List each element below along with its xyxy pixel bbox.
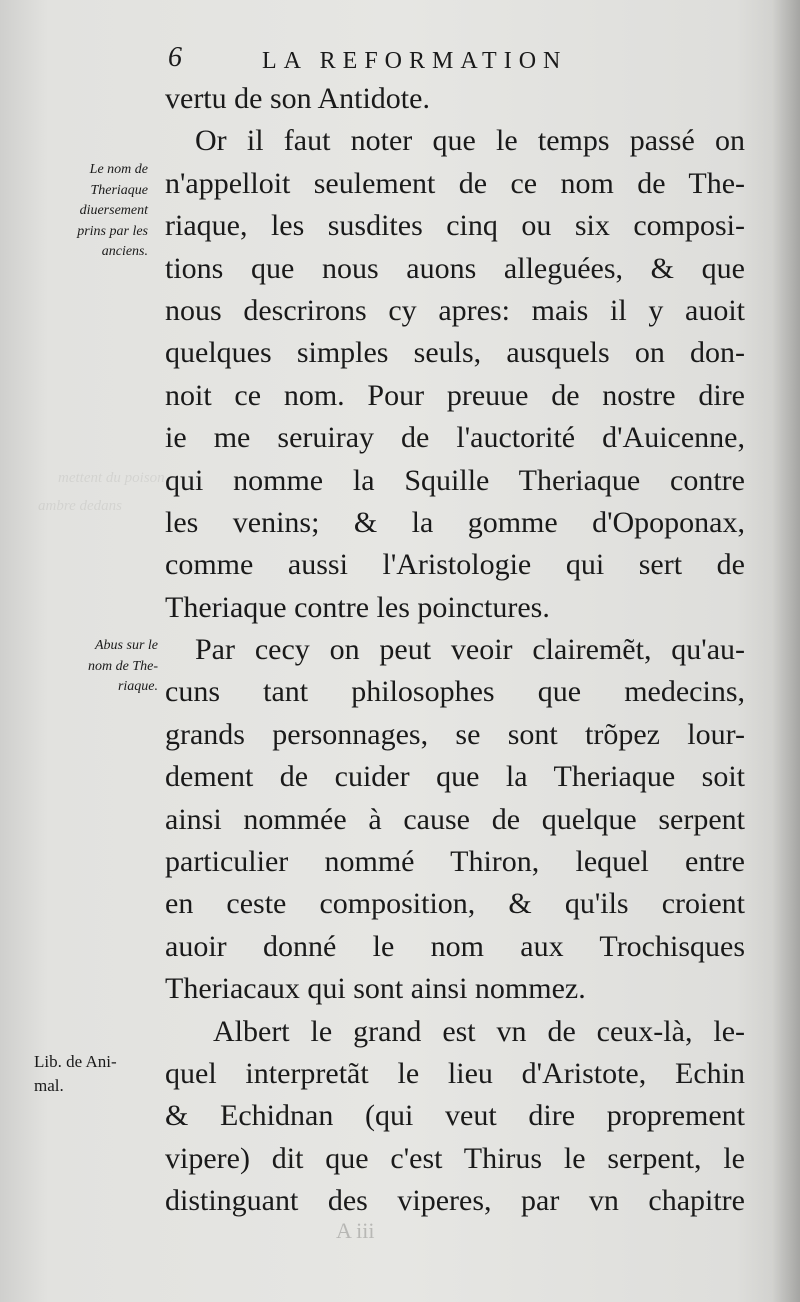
body-text: [165, 78, 745, 1223]
marginal-line: nom de The-: [88, 658, 158, 674]
text-line: qui nomme la Squille Theriaque contre: [165, 463, 745, 497]
marginal-line: Theriaque: [90, 182, 148, 198]
text-line: quel interpretãt le lieu d'Aristote, Echin: [165, 1056, 745, 1090]
text-line: vertu de son Antidote.: [165, 82, 430, 115]
text-line: quelques simples seuls, ausquels on don-: [165, 336, 745, 370]
text-line: cuns tant philosophes que medecins,: [165, 675, 745, 709]
marginal-line: Le nom de: [89, 162, 148, 177]
bleed-through-text: mettent du poison: [58, 470, 165, 486]
text-line: Albert le grand est vn de ceux-là, le-: [213, 1014, 745, 1048]
page-number: 6: [168, 42, 182, 73]
marginal-line: diuersement: [79, 203, 148, 218]
text-line: vipere) dit que c'est Thirus le serpent, le: [165, 1141, 745, 1175]
text-line: comme aussi l'Aristologie qui sert de: [165, 548, 745, 582]
text-line: & Echidnan (qui veut dire proprement: [165, 1099, 745, 1133]
text-line: auoir donné le nom aux Trochisques: [165, 929, 745, 963]
text-line: les venins; & la gomme d'Opoponax,: [165, 505, 745, 539]
text-line: Or il faut noter que le temps passé on: [195, 124, 745, 158]
text-line: dement de cuider que la Theriaque soit: [165, 760, 745, 794]
marginal-note-abus: [46, 636, 158, 698]
text-line: Par cecy on peut veoir clairemẽt, qu'au-: [195, 633, 745, 667]
text-line: nous descrirons cy apres: mais il y auoit: [165, 293, 745, 327]
text-line: Theriacaux qui sont ainsi nommez.: [165, 972, 586, 1006]
text-line: grands personnages, se sont trõpez lour-: [165, 717, 745, 751]
marginal-line: anciens.: [101, 244, 148, 259]
bleed-through-text: ambre dedans: [38, 498, 123, 514]
spine-shadow: [772, 0, 800, 1302]
running-head: LA REFORMATION: [262, 48, 568, 74]
marginal-line: mal.: [34, 1076, 64, 1095]
text-line: Theriaque contre les poinctures.: [165, 590, 550, 624]
marginal-line: riaque.: [117, 679, 158, 694]
text-line: particulier nommé Thiron, lequel entre: [165, 845, 745, 879]
text-line: en ceste composition, & qu'ils croient: [165, 887, 745, 921]
text-line: distinguant des viperes, par vn chapitre: [165, 1184, 745, 1218]
marginal-note-reference: [34, 1050, 146, 1098]
signature-mark: A iii: [336, 1218, 375, 1243]
text-line: ie me seruiray de l'auctorité d'Auicenne,: [165, 421, 745, 455]
text-line: noit ce nom. Pour preuue de nostre dire: [165, 378, 745, 412]
text-line: n'appelloit seulement de ce nom de The-: [165, 166, 745, 200]
marginal-note-theriaque-names: [36, 160, 148, 263]
text-line: tions que nous auons alleguées, & que: [165, 251, 745, 285]
marginal-line: Abus sur le: [95, 638, 158, 653]
page-header: [0, 40, 800, 80]
marginal-line: Lib. de Ani-: [34, 1052, 117, 1071]
marginal-line: prins par les: [77, 223, 148, 239]
text-line: riaque, les susdites cinq ou six composi-: [165, 209, 745, 243]
text-line: ainsi nommée à cause de quelque serpent: [165, 802, 745, 836]
